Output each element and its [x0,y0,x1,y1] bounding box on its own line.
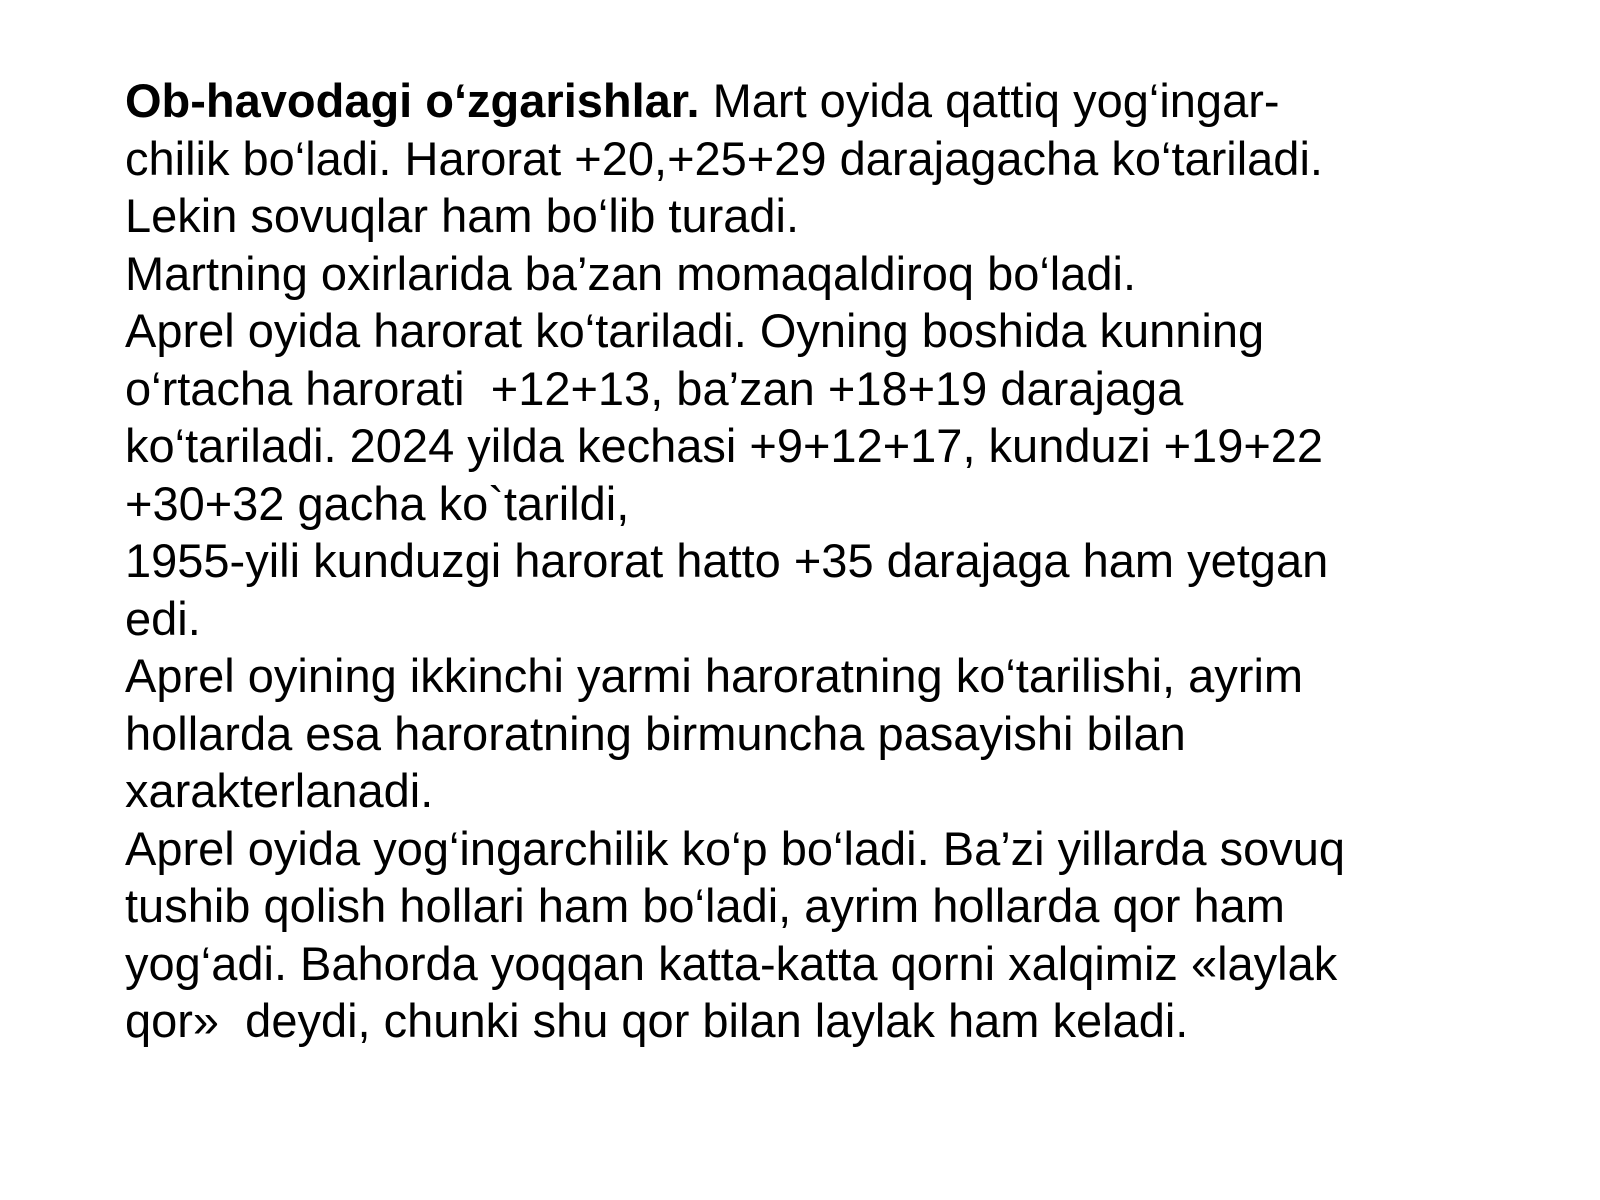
text-line-13: xarakterlanadi. [125,764,434,817]
body-text [125,72,1525,1050]
text-line-17: qor» deydi, chunki shu qor bilan laylak ham keladi. [125,994,1189,1047]
text-line-5: Aprel oyida harorat ko‘tariladi. Oyning boshida kunning [125,304,1265,357]
text-line-14: Aprel oyida yog‘ingarchilik ko‘p bo‘ladi. Ba’zi yillarda sovuq [125,821,1346,875]
text-line-1 [125,72,1525,130]
text-line-8: +30+32 gacha ko`tarildi, [125,476,630,530]
text-line-11: Aprel oyining ikkinchi yarmi haroratning ko‘tarilishi, ayrim [125,649,1304,702]
heading-text: Ob-havodagi o‘zgarishlar. [125,74,700,127]
text-line-10: edi. [125,591,201,645]
text-line-12: hollarda esa haroratning birmuncha pasayishi bilan [125,706,1186,760]
text-line-2: chilik bo‘ladi. Harorat +20,+25+29 darajagacha ko‘tariladi. [125,131,1323,185]
text-line-16: yog‘adi. Bahorda yoqqan katta-katta qorni xalqimiz «laylak [125,936,1338,990]
text-line-1-rest: Mart oyida qattiq yog‘ingar- [699,74,1280,127]
text-line-4: Martning oxirlarida ba’zan momaqaldiroq bo‘ladi. [125,246,1137,300]
text-line-15: tushib qolish hollari ham bo‘ladi, ayrim hollarda qor ham [125,879,1285,932]
text-line-3: Lekin sovuqlar ham bo‘lib turadi. [125,189,800,242]
text-line-9: 1955-yili kunduzgi harorat hatto +35 darajaga ham yetgan [125,534,1329,587]
text-line-7: ko‘tariladi. 2024 yilda kechasi +9+12+17, kunduzi +19+22 [125,419,1324,472]
text-line-6: o‘rtacha harorati +12+13, ba’zan +18+19 darajaga [125,361,1184,415]
